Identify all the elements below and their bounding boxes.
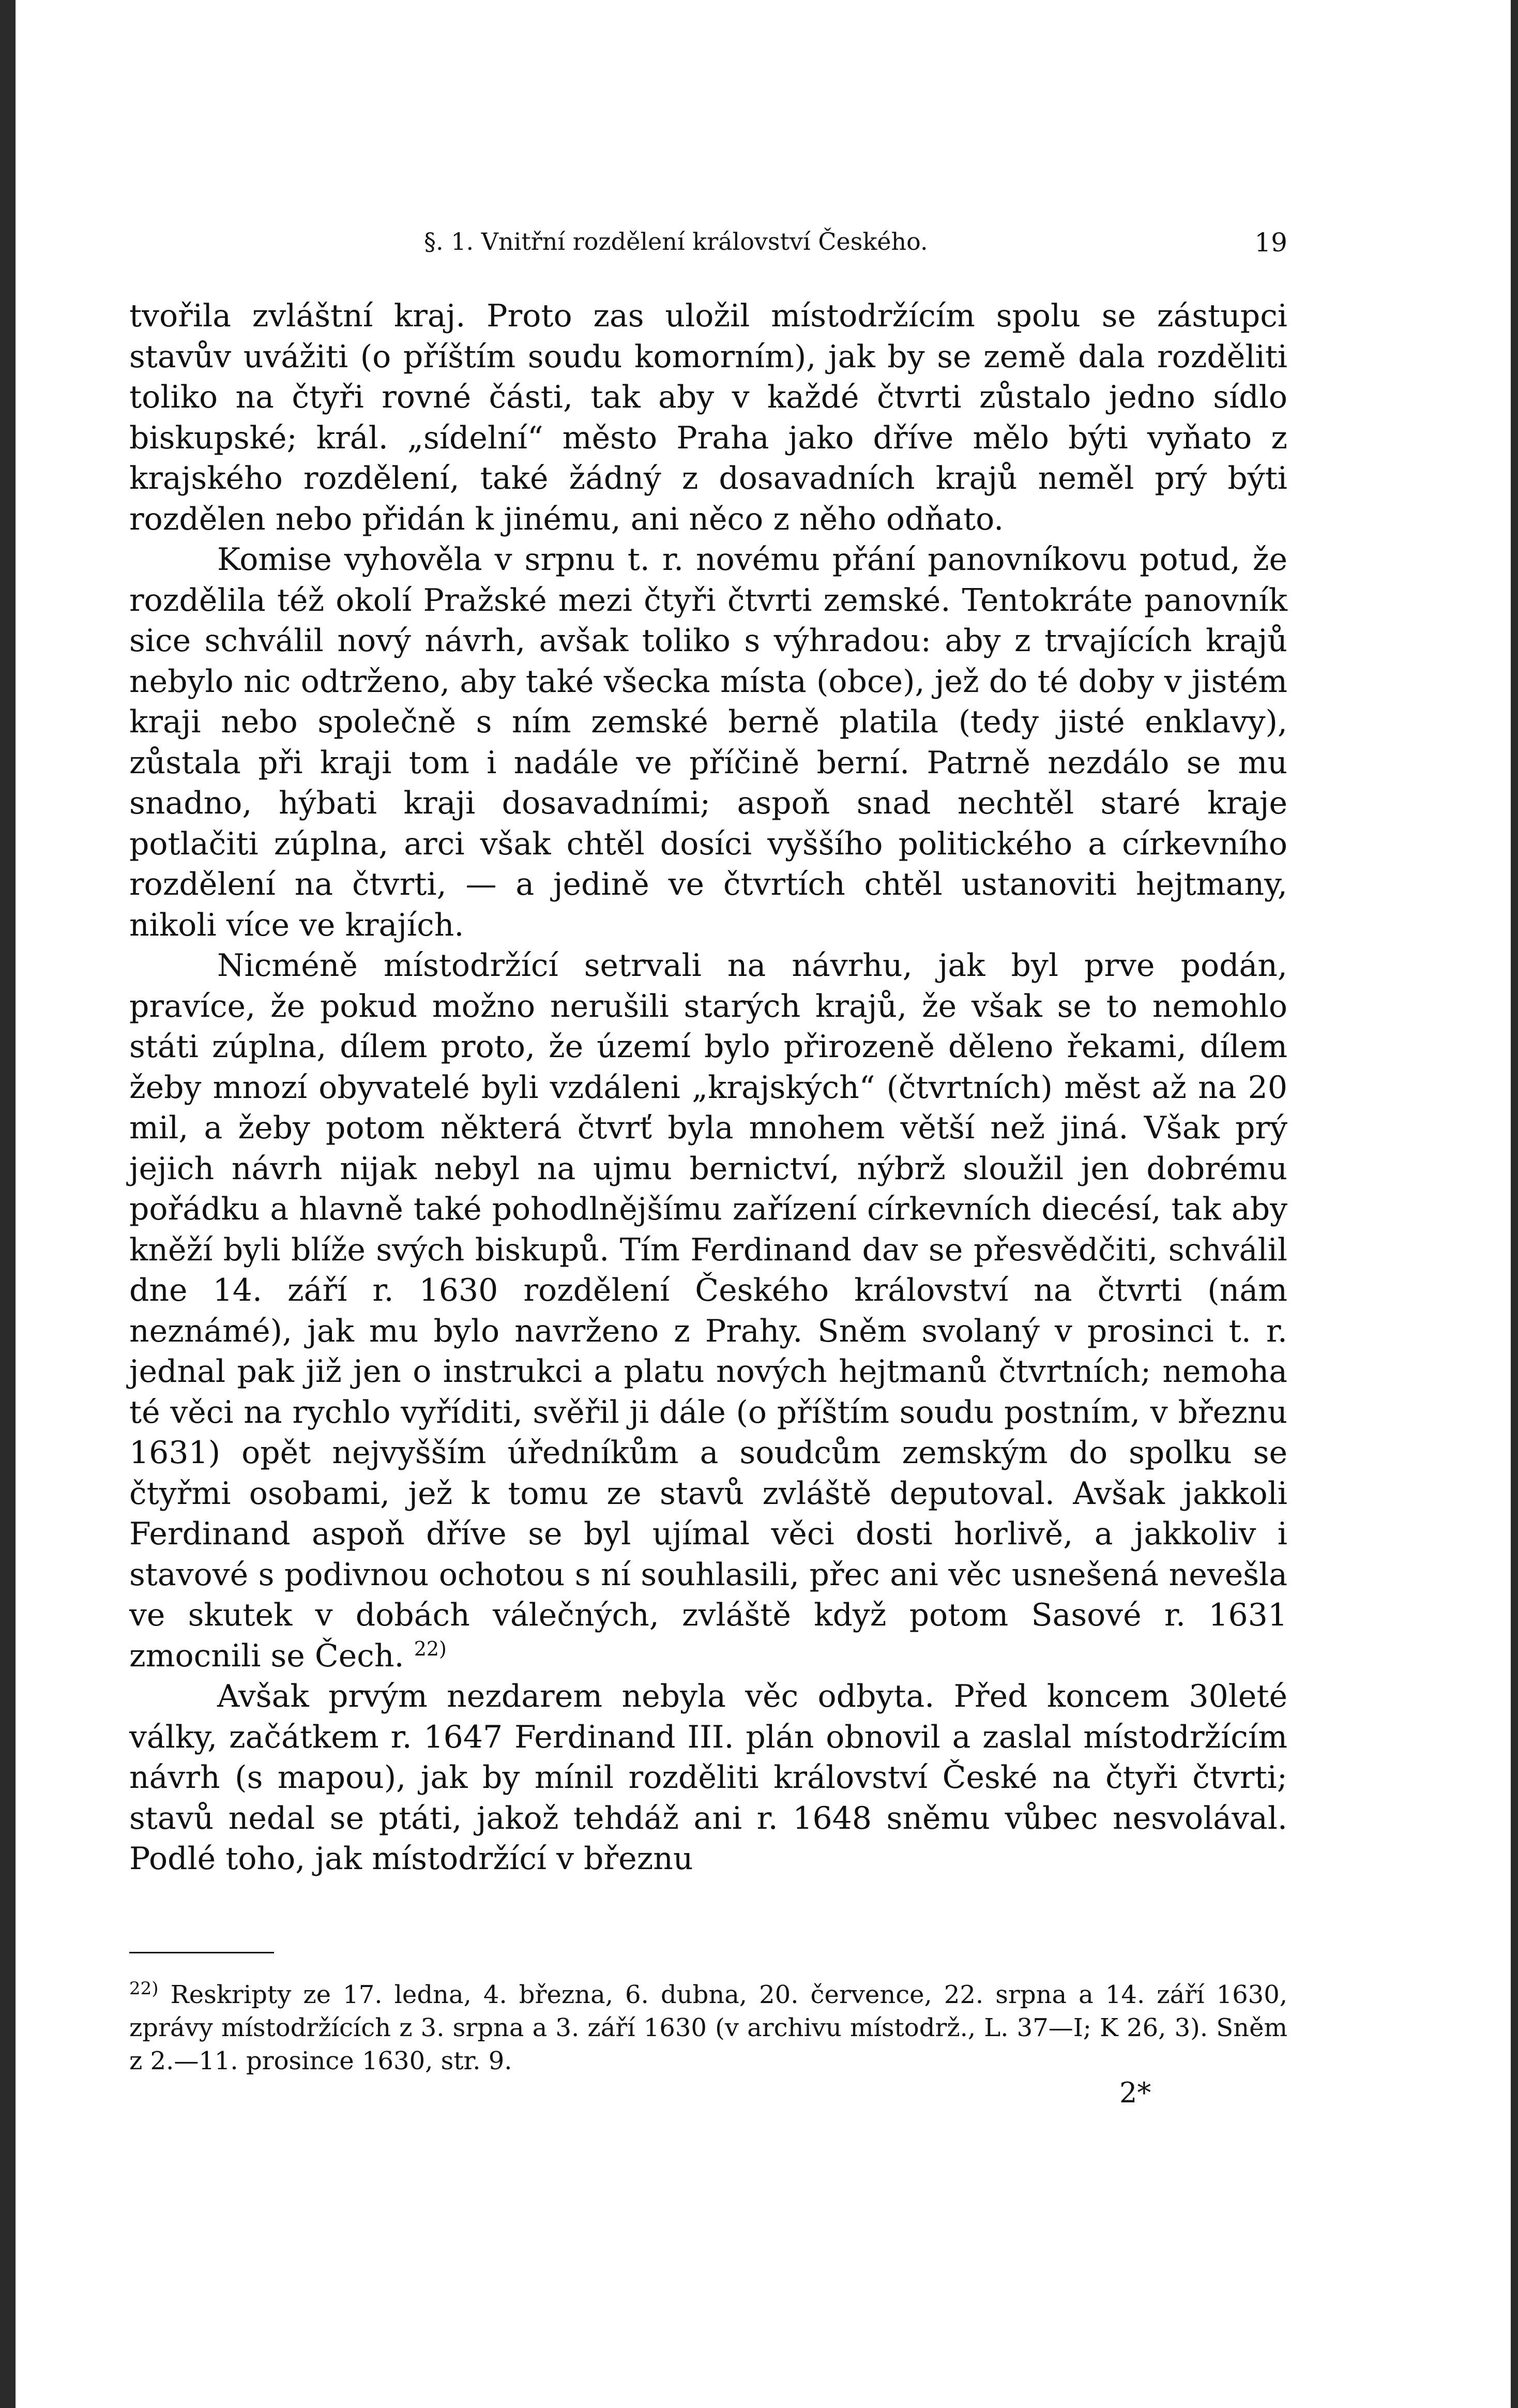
main-text bbox=[129, 296, 1287, 1879]
footnote-divider bbox=[129, 1952, 274, 1953]
footnote-reference: 22) bbox=[414, 1637, 447, 1660]
page-number: 19 bbox=[1254, 228, 1287, 258]
paragraph-3-text: Nicméně místodržící setrvali na návrhu, jak byl prve podán, pravíce, že pokud možno nerušili starých krajů, že však se to nemohlo státi zúplna, dílem proto, že území bylo přirozeně děleno řekami, dílem žeby mnozí obyvatelé byli vzdáleni „krajských“ (čtvrtních) měst až na 20 mil, a žeby potom některá čtvrť byla mnohem větší než jiná. Však prý jejich návrh nijak nebyl na ujmu bernictví, nýbrž sloužil jen dobrému pořádku a hlavně také pohodlnějšímu zařízení církevních diecésí, tak aby kněží byli blíže svých biskupů. Tím Ferdinand dav se přesvědčiti, schválil dne 14. září r. 1630 rozdělení Českého království na čtvrti (nám neznámé), jak mu bylo navrženo z Prahy. Sněm svolaný v prosinci t. r. jednal pak již jen o instrukci a platu nových hejtmanů čtvrtních; nemoha té věci na rychlo vyříditi, svěřil ji dále (o příštím soudu postním, v březnu 1631) opět nejvyšším úředníkům a soudcům zemským do spolku se čtyřmi osobami, jež k tomu ze stavů zvláště deputoval. Avšak jakkoli Ferdinand aspoň dříve se byl ujímal věci dosti horlivě, a jakkoliv i stavové s podivnou ochotou s ní souhlasili, přec ani věc usnešená nevešla ve skutek v dobách válečných, zvláště když potom Sasové r. 1631 zmocnili se Čech. bbox=[129, 947, 1287, 1674]
paragraph-3 bbox=[129, 945, 1287, 1676]
footnote bbox=[129, 1978, 1287, 2078]
footnote-text: Reskripty ze 17. ledna, 4. března, 6. dubna, 20. července, 22. srpna a 14. září 1630, zprávy místodržících z 3. srpna a 3. září 1630 (v archivu místodrž., L. 37—I; K 26, 3). Sněm z 2.—11. prosince 1630, str. 9. bbox=[129, 1980, 1287, 2075]
paragraph-1: tvořila zvláštní kraj. Proto zas uložil místodržícím spolu se zástupci stavův uvážiti (o příštím soudu komorním), jak by se země dala rozděliti toliko na čtyři rovné části, tak aby v každé čtvrti zůstalo jedno sídlo biskupské; král. „sídelní“ město Praha jako dříve mělo býti vyňato z krajského rozdělení, také žádný z dosavadních krajů neměl prý býti rozdělen nebo přidán k jinému, ani něco z něho odňato. bbox=[129, 298, 1287, 537]
footnote-number: 22) bbox=[129, 1978, 159, 1999]
running-title: §. 1. Vnitřní rozdělení království Českého. bbox=[424, 228, 928, 255]
paragraph-4: Avšak prvým nezdarem nebyla věc odbyta. Před koncem 30leté války, začátkem r. 1647 Ferdinand III. plán obnovil a zaslal místodržícím návrh (s mapou), jak by mínil rozděliti království České na čtyři čtvrti; stavů nedal se ptáti, jakož tehdáž ani r. 1648 sněmu vůbec nesvolával. Podlé toho, jak místodržící v březnu bbox=[129, 1678, 1287, 1877]
scan-edge-right bbox=[1511, 0, 1518, 2408]
scan-edge-left bbox=[0, 0, 16, 2408]
signature-mark: 2* bbox=[1119, 2076, 1151, 2109]
paragraph-2: Komise vyhověla v srpnu t. r. novému přání panovníkovu potud, že rozdělila též okolí Pražské mezi čtyři čtvrti zemské. Tentokráte panovník sice schválil nový návrh, avšak toliko s výhradou: aby z trvajících krajů nebylo nic odtrženo, aby také všecka místa (obce), jež do té doby v jistém kraji nebo společně s ním zemské berně platila (tedy jisté enklavy), zůstala při kraji tom i nadále ve příčině berní. Patrně nezdálo se mu snadno, hýbati kraji dosavadními; aspoň snad nechtěl staré kraje potlačiti zúplna, arci však chtěl dosíci vyššího politického a církevního rozdělení na čtvrti, — a jedině ve čtvrtích chtěl ustanoviti hejtmany, nikoli více ve krajích. bbox=[129, 541, 1287, 943]
running-header bbox=[129, 228, 1287, 264]
